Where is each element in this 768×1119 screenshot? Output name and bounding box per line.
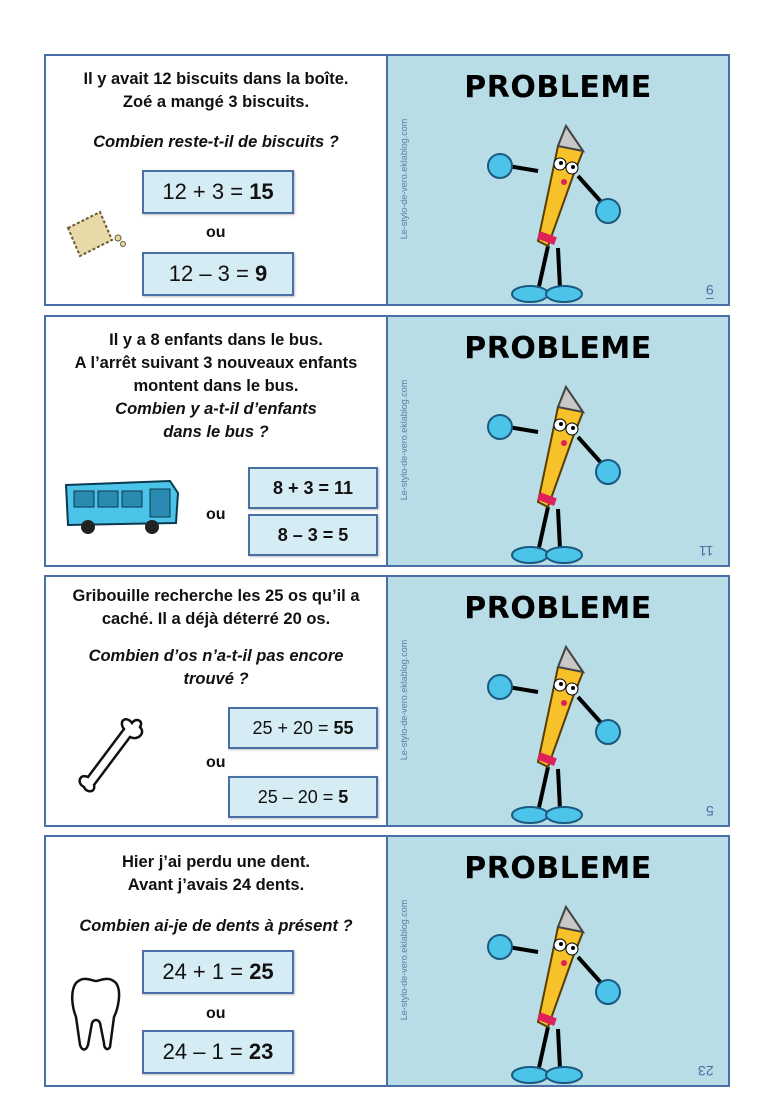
bone-icon [74,711,154,797]
problem-question: Combien d’os n’a-t-il pas encore trouvé ? [88,647,344,688]
card-number: 5 [706,803,714,819]
pencil-mascot-icon [478,116,638,306]
problem-statement: Hier j’ai perdu une dent. Avant j’avais 24 dents. [122,853,310,894]
answer-option-add[interactable]: 25 + 20 = 55 [228,707,378,749]
problem-card-4 [44,835,730,1087]
problem-statement: Il y a 8 enfants dans le bus. A l’arrêt suivant 3 nouveaux enfants montent dans le bus. [74,331,358,395]
problem-card-2 [44,315,730,567]
bus-icon [62,477,182,537]
problem-statement: Il y avait 12 biscuits dans la boîte. Zoé a mangé 3 biscuits. [83,70,349,111]
answer-option-subtract[interactable]: 25 – 20 = 5 [228,776,378,818]
or-label: ou [206,754,226,771]
problem-question: Combien reste-t-il de biscuits ? [93,133,339,151]
answer-option-subtract[interactable]: 12 – 3 = 9 [142,252,294,296]
card-title: PROBLEME [464,70,652,105]
answer-option-add[interactable]: 12 + 3 = 15 [142,170,294,214]
problem-front [46,837,388,1085]
pencil-mascot-icon [478,377,638,567]
answer-option-subtract[interactable]: 24 – 1 = 23 [142,1030,294,1074]
watermark: Le-stylo-de-vero.eklablog.com [399,639,409,761]
problem-back [388,56,728,304]
card-number: 9 [706,282,714,298]
or-label: ou [206,506,226,523]
watermark: Le-stylo-de-vero.eklablog.com [399,379,409,501]
problem-card-1 [44,54,730,306]
card-title: PROBLEME [464,331,652,366]
card-title: PROBLEME [464,591,652,626]
problem-card-3 [44,575,730,827]
or-label: ou [206,224,226,241]
or-label: ou [206,1005,226,1022]
problem-back [388,317,728,565]
biscuit-icon [60,204,130,260]
answer-option-add[interactable]: 24 + 1 = 25 [142,950,294,994]
pencil-mascot-icon [478,897,638,1087]
answer-option-subtract[interactable]: 8 – 3 = 5 [248,514,378,556]
problem-back [388,577,728,825]
answer-option-add[interactable]: 8 + 3 = 11 [248,467,378,509]
card-number: 23 [698,1063,714,1079]
problem-back [388,837,728,1085]
watermark: Le-stylo-de-vero.eklablog.com [399,118,409,240]
card-number: 11 [699,543,714,559]
card-title: PROBLEME [464,851,652,886]
pencil-mascot-icon [478,637,638,827]
problem-front [46,317,388,565]
watermark: Le-stylo-de-vero.eklablog.com [399,899,409,1021]
problem-front [46,56,388,304]
tooth-icon [68,973,124,1053]
problem-front [46,577,388,825]
problem-statement: Gribouille recherche les 25 os qu’il a caché. Il a déjà déterré 20 os. [72,587,360,628]
problem-question: Combien y a-t-il d’enfants dans le bus ? [115,400,317,441]
problem-question: Combien ai-je de dents à présent ? [79,917,353,935]
